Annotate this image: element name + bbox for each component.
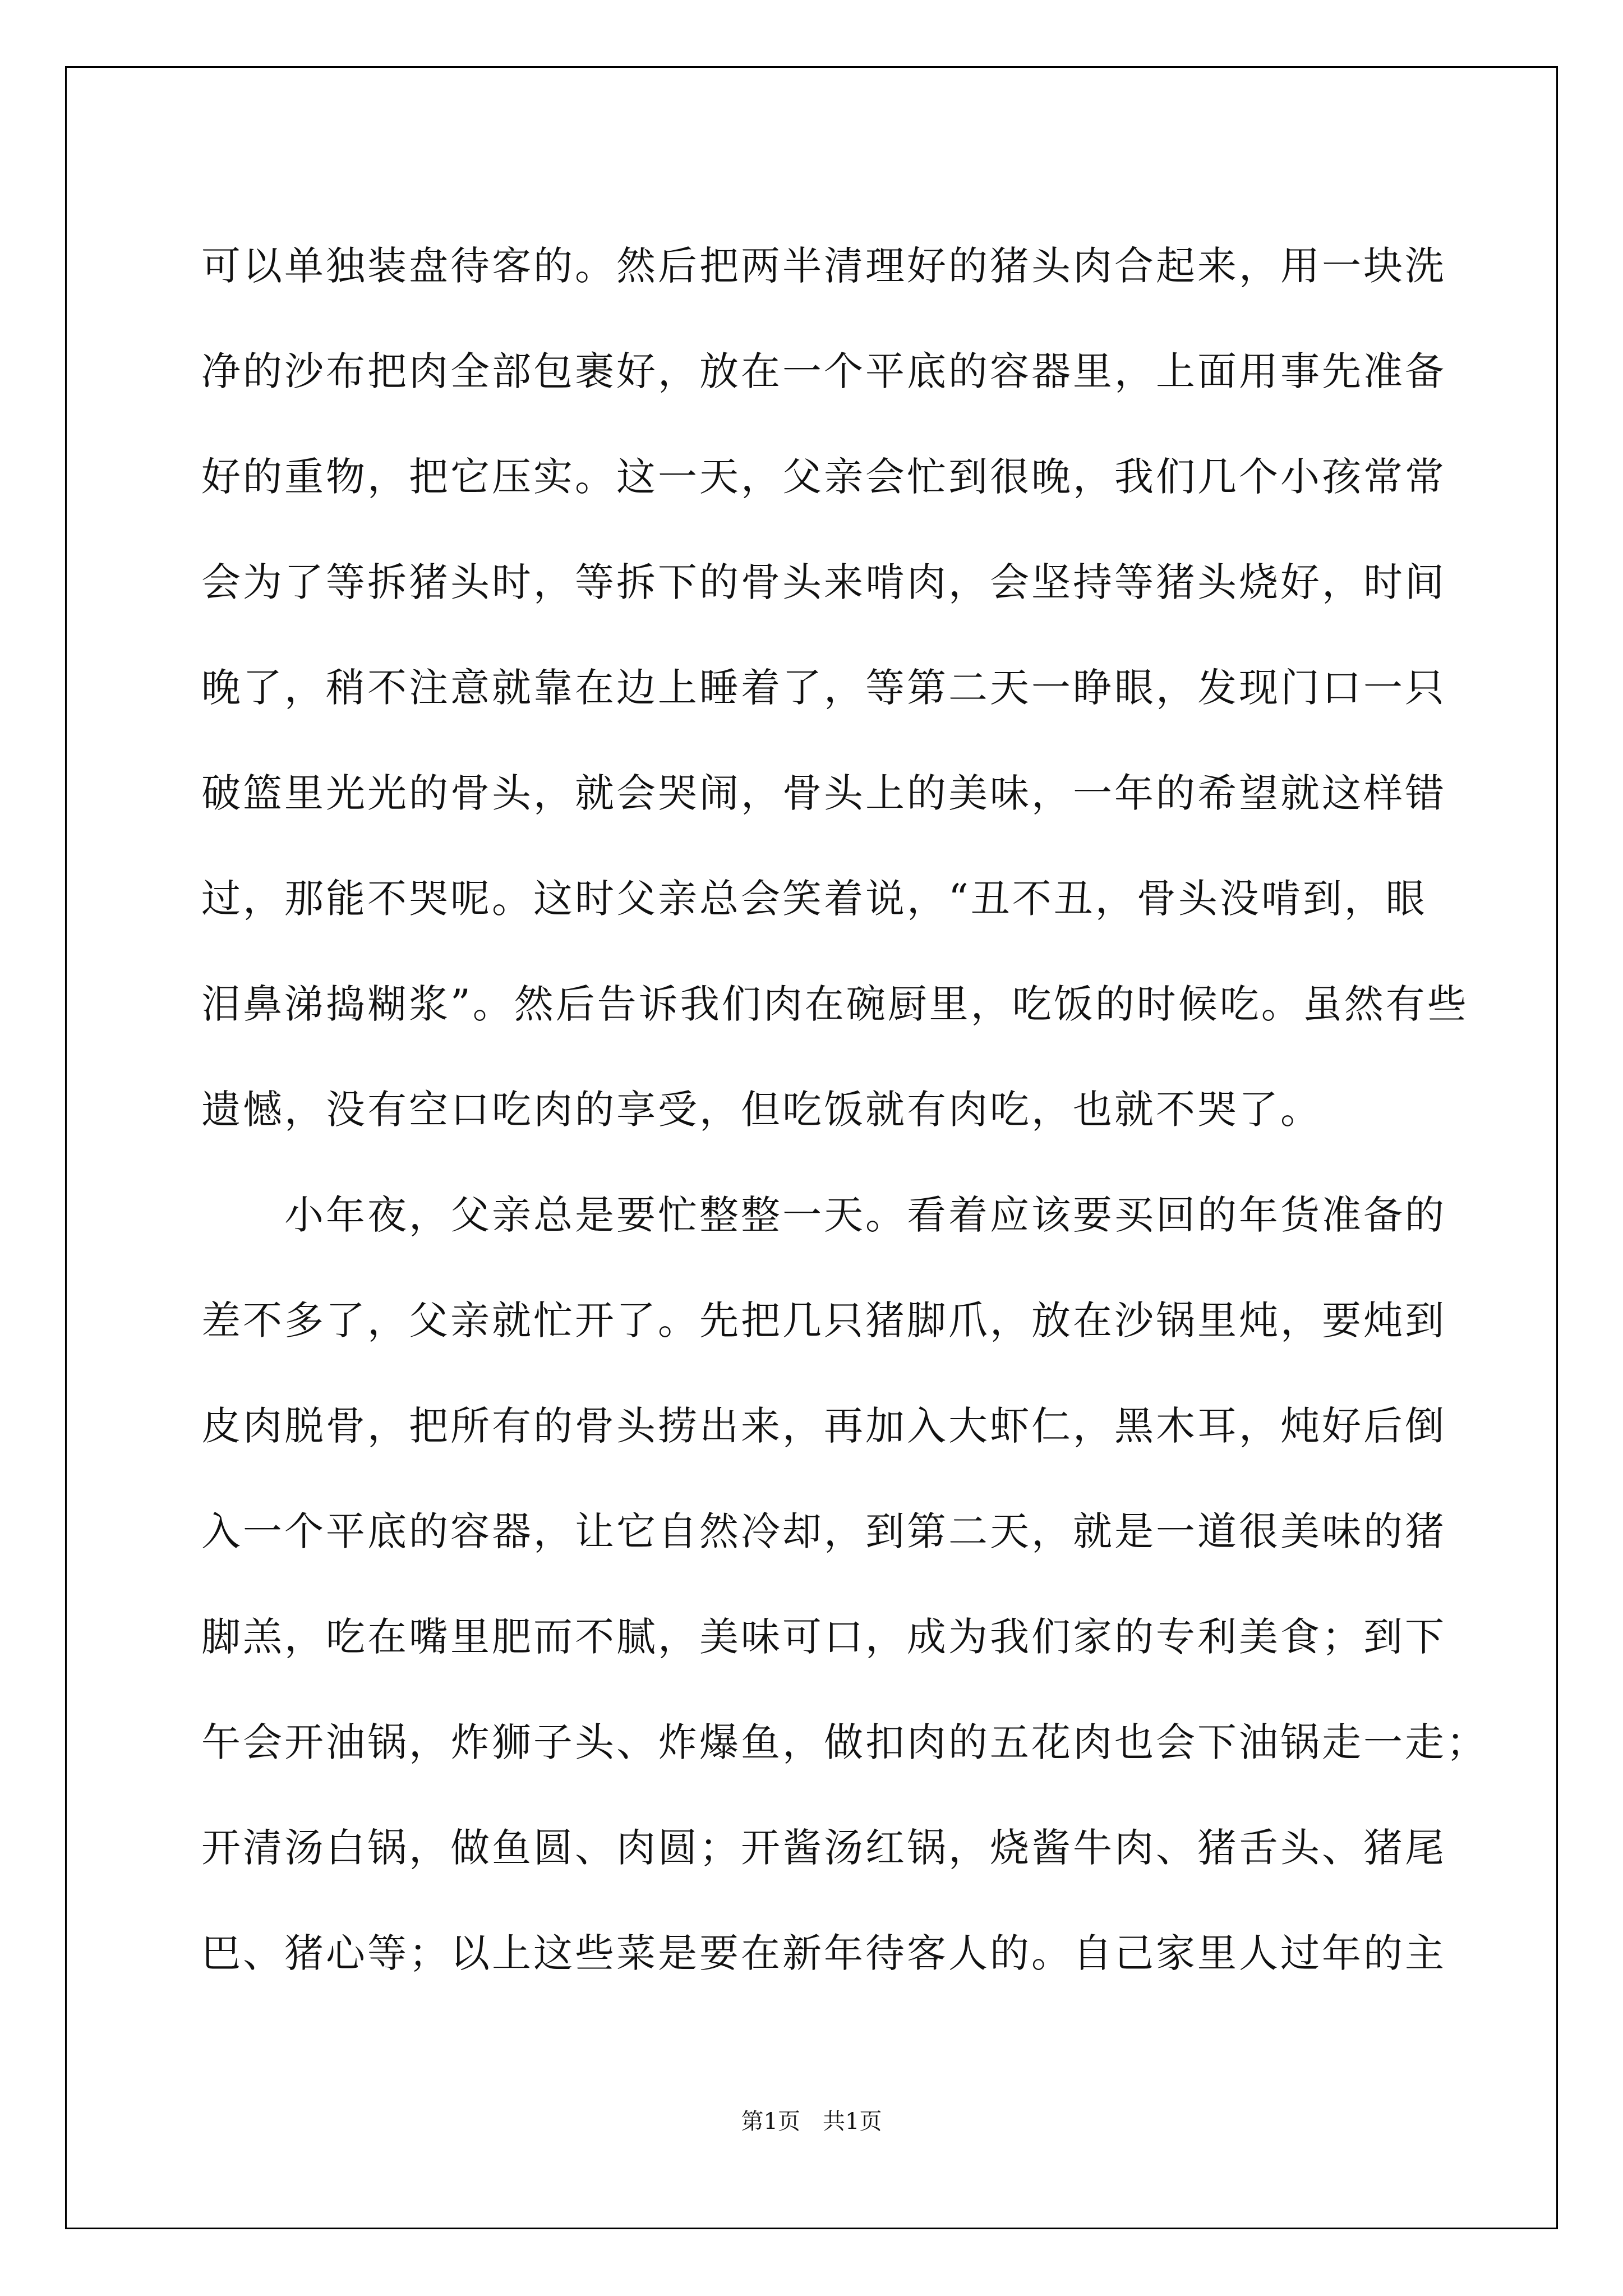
text-line-17: 巴、猪心等；以上这些菜是要在新年待客人的。自己家里人过年的主 [201,1930,1446,1976]
text-line-15: 午会开油锅，炸狮子头、炸爆鱼，做扣肉的五花肉也会下油锅走一走； [201,1719,1488,1765]
text-line-16: 开清汤白锅，做鱼圆、肉圆；开酱汤红锅，烧酱牛肉、猪舌头、猪尾 [201,1825,1446,1871]
text-line-1: 可以单独装盘待客的。然后把两半清理好的猪头肉合起来，用一块洗 [201,243,1446,289]
text-line-11: 差不多了，父亲就忙开了。先把几只猪脚爪，放在沙锅里炖，要炖到 [201,1297,1446,1343]
document-body [201,213,1488,2006]
text-line-14: 脚羔，吃在嘴里肥而不腻，美味可口，成为我们家的专利美食；到下 [201,1614,1446,1660]
text-line-9: 遗憾，没有空口吃肉的享受，但吃饭就有肉吃，也就不哭了。 [201,1087,1322,1133]
text-line-13: 入一个平底的容器，让它自然冷却，到第二天，就是一道很美味的猪 [201,1508,1446,1554]
text-line-7: 过，那能不哭呢。这时父亲总会笑着说，“丑不丑，骨头没啃到，眼 [201,876,1427,922]
text-line-12: 皮肉脱骨，把所有的骨头捞出来，再加入大虾仁，黑木耳，炖好后倒 [201,1403,1446,1449]
page-footer [0,2104,1623,2136]
text-line-6: 破篮里光光的骨头，就会哭闹，骨头上的美味，一年的希望就这样错 [201,770,1446,816]
text-line-5: 晚了，稍不注意就靠在边上睡着了，等第二天一睁眼，发现门口一只 [201,665,1446,711]
text-line-8: 泪鼻涕捣糊浆”。然后告诉我们肉在碗厨里，吃饭的时候吃。虽然有些 [201,981,1469,1027]
text-line-2: 净的沙布把肉全部包裹好，放在一个平底的容器里，上面用事先准备 [201,348,1446,394]
text-line-3: 好的重物，把它压实。这一天，父亲会忙到很晚，我们几个小孩常常 [201,454,1446,500]
text-line-10: 小年夜，父亲总是要忙整整一天。看着应该要买回的年货准备的 [201,1192,1446,1238]
page-number-label: 第1页 共1页 [741,2109,882,2134]
text-line-4: 会为了等拆猪头时，等拆下的骨头来啃肉，会坚持等猪头烧好，时间 [201,559,1446,605]
